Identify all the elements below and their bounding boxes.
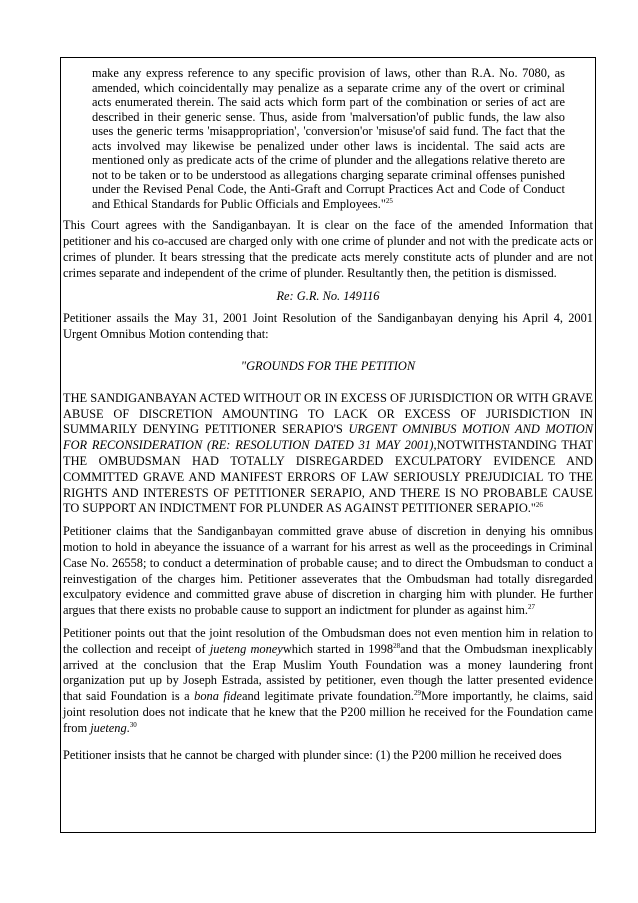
footnote-ref-27[interactable]: 27 [528,603,535,612]
italic-jueteng: jueteng [90,720,127,735]
footnote-ref-30[interactable]: 30 [129,720,137,729]
grounds-heading: "GROUNDS FOR THE PETITION [240,359,416,374]
italic-bona-fide: bona fide [194,689,242,704]
document-page [60,57,596,833]
grounds-text [61,391,595,517]
grounds-text-part-1: THE SANDIGANBAYAN ACTED WITHOUT OR IN EXCESS OF JURISDICTION OR WITH GRAVE ABUSE OF DISCRETION AMOUNTING TO LACK OR EXCESS OF JURISDICTION IN SUMMARILY DENYING PETITIONER SERAPIO'S [63,390,593,437]
paragraph-petitioner-insists: Petitioner insists that he cannot be charged with plunder since: (1) the P200 million he received does [63,747,562,762]
footnote-ref-25[interactable]: 25 [385,196,393,205]
text-run: Petitioner points out that the joint resolution of the Ombudsman does not even mention him in relation to the collection and receipt of [63,626,593,656]
grounds-text-part-2: NOTWITHSTANDING THAT THE OMBUDSMAN HAD TOTALLY DISREGARDED EXCULPATORY EVIDENCE AND COMMITTED GRAVE AND MANIFEST ERRORS OF LAW SERIOUSLY PREJUDICIAL TO THE RIGHTS AND INTERESTS OF PETITIONER SERAPIO, AND THERE IS NO PROBABLE CAUSE TO SUPPORT AN INDICTMENT FOR PLUNDER AS AGAINST PETITIONER SERAPIO." [63,438,593,516]
footnote-ref-29[interactable]: 29 [414,689,422,698]
paragraph-petitioner-assails: Petitioner assails the May 31, 2001 Joint Resolution of the Sandiganbayan denying his April 4, 2001 Urgent Omnibus Motion contending that: [63,311,593,342]
text-run: . [126,720,130,735]
text-run: and legitimate private foundation. [241,689,415,704]
text-run: More importantly, he claims, said joint resolution does not indicate that he knew that the P200 million he received for the Foundation came from [63,689,593,735]
block-quote [92,66,565,211]
italic-jueteng-money: jueteng money [209,641,283,656]
paragraph-petitioner-claims-text: Petitioner claims that the Sandiganbayan committed grave abuse of discretion in denying his omnibus motion to hold in abeyance the issuance of a warrant for his arrest as well as the proceedings in Criminal Case No. 26558; to conduct a determination of probable cause; and to direct the Ombudsman to conduct a reinvestigation of the charges him. Petitioner asseverates that the Ombudsman had totally disregarded exculpatory evidence and committed grave abuse of discretion in charging him with plunder. He further argues that there exists no probable cause to support an indictment for plunder as against him. [63,524,593,618]
paragraph-court-agrees: This Court agrees with the Sandiganbayan. It is clear on the face of the amended Information that petitioner and his co-accused are charged only with one crime of plunder and not with the predicate acts or crimes of plunder. It bears stressing that the predicate acts merely constitute acts of plunder and are not crimes separate and independent of the crime of plunder. Resultantly then, the petition is dismissed. [63,218,593,280]
text-run: and that the Ombudsman inexplicably arrived at the conclusion that the Erap Muslim Youth Foundation was a money laundering front organization put up by Joseph Estrada, assisted by petitioner, even though the latter presented evidence that said Foundation is a [63,641,593,704]
footnote-ref-28[interactable]: 28 [393,641,401,650]
paragraph-petitioner-points-out [61,626,595,737]
grounds-text-motion-title: URGENT OMNIBUS MOTION AND MOTION FOR RECONSIDERATION (RE: RESOLUTION DATED 31 MAY 2001), [63,422,593,453]
footnote-ref-26[interactable]: 26 [535,501,543,510]
section-heading-gr-149116: Re: G.R. No. 149116 [276,288,380,303]
paragraph-petitioner-claims [61,524,595,619]
text-run: which started in 1998 [282,641,394,656]
quote-text: make any express reference to any specific provision of laws, other than R.A. No. 7080, as amended, which coincidentally may penalize as a separate crime any of the overt or criminal acts enumerated therein. The said acts which form part of the combination or series of act are described in their generic sense. Thus, aside from 'malversation'of public funds, the law also uses the generic terms 'misappropriation', 'conversion'or 'misuse'of said fund. The fact that the acts involved may likewise be penalized under other laws is incidental. The said acts are mentioned only as predicate acts of the crime of plunder and the allegations relative thereto are not to be taken or to be understood as allegations charging separate criminal offenses punished under the Revised Penal Code, the Anti-Graft and Corrupt Practices Act and Code of Conduct and Ethical Standards for Public Officials and Employees." [92,66,565,211]
